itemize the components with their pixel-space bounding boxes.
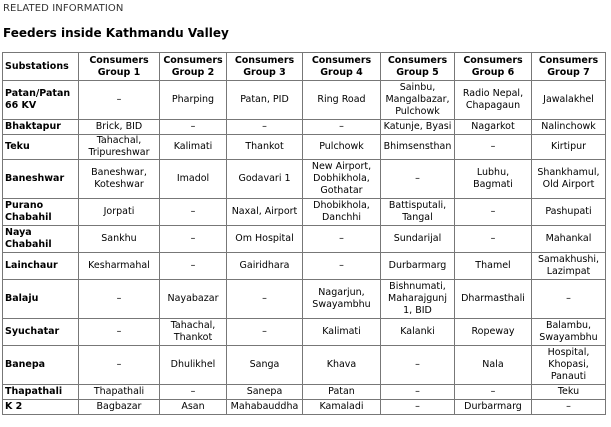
table-header-row bbox=[3, 53, 606, 81]
feeder-cell: Kirtipur bbox=[532, 135, 606, 160]
feeder-cell: Ropeway bbox=[455, 319, 532, 346]
table-row bbox=[3, 253, 606, 280]
table-body bbox=[3, 81, 606, 415]
feeder-cell: Radio Nepal, Chapagaun bbox=[455, 81, 532, 120]
table-row bbox=[3, 199, 606, 226]
feeder-cell: – bbox=[381, 385, 455, 400]
feeder-cell: – bbox=[227, 120, 303, 135]
substation-name: Teku bbox=[3, 135, 79, 160]
feeder-cell: Shankhamul, Old Airport bbox=[532, 160, 606, 199]
feeder-cell: Thapathali bbox=[79, 385, 160, 400]
substation-name: Thapathali bbox=[3, 385, 79, 400]
feeder-cell: Kalimati bbox=[303, 319, 381, 346]
column-header: Consumers Group 2 bbox=[160, 53, 227, 81]
table-row bbox=[3, 135, 606, 160]
substation-name: Naya Chabahil bbox=[3, 226, 79, 253]
feeder-cell: – bbox=[381, 346, 455, 385]
table-row bbox=[3, 400, 606, 415]
feeder-cell: Katunje, Byasi bbox=[381, 120, 455, 135]
feeder-cell: Mahabauddha bbox=[227, 400, 303, 415]
feeder-cell: Jawalakhel bbox=[532, 81, 606, 120]
table-row bbox=[3, 319, 606, 346]
feeder-cell: Sainbu, Mangalbazar, Pulchowk bbox=[381, 81, 455, 120]
feeder-cell: Nala bbox=[455, 346, 532, 385]
feeder-cell: – bbox=[532, 400, 606, 415]
feeder-cell: Tahachal, Thankot bbox=[160, 319, 227, 346]
feeder-cell: Khava bbox=[303, 346, 381, 385]
feeder-cell: – bbox=[160, 226, 227, 253]
table-row bbox=[3, 346, 606, 385]
table-row bbox=[3, 226, 606, 253]
feeder-cell: Sankhu bbox=[79, 226, 160, 253]
feeder-cell: – bbox=[455, 135, 532, 160]
substation-name: K 2 bbox=[3, 400, 79, 415]
feeder-cell: – bbox=[227, 319, 303, 346]
feeder-cell: Sanga bbox=[227, 346, 303, 385]
feeders-table bbox=[2, 52, 606, 415]
feeder-cell: Bhimsensthan bbox=[381, 135, 455, 160]
feeder-cell: – bbox=[79, 319, 160, 346]
feeder-cell: Jorpati bbox=[79, 199, 160, 226]
substation-name: Lainchaur bbox=[3, 253, 79, 280]
feeder-cell: Patan, PID bbox=[227, 81, 303, 120]
column-header: Substations bbox=[3, 53, 79, 81]
feeder-cell: – bbox=[79, 280, 160, 319]
page-title: Feeders inside Kathmandu Valley bbox=[3, 26, 229, 40]
substation-name: Purano Chabahil bbox=[3, 199, 79, 226]
feeder-cell: Thamel bbox=[455, 253, 532, 280]
feeder-cell: – bbox=[79, 346, 160, 385]
feeder-cell: Asan bbox=[160, 400, 227, 415]
feeder-cell: – bbox=[79, 81, 160, 120]
column-header: Consumers Group 1 bbox=[79, 53, 160, 81]
substation-name: Balaju bbox=[3, 280, 79, 319]
feeder-cell: Gairidhara bbox=[227, 253, 303, 280]
feeder-cell: Pharping bbox=[160, 81, 227, 120]
feeder-cell: Pulchowk bbox=[303, 135, 381, 160]
feeder-cell: Brick, BID bbox=[79, 120, 160, 135]
feeder-cell: – bbox=[227, 280, 303, 319]
feeder-cell: Pashupati bbox=[532, 199, 606, 226]
feeder-cell: Nagarkot bbox=[455, 120, 532, 135]
table-row bbox=[3, 120, 606, 135]
feeder-cell: Lubhu, Bagmati bbox=[455, 160, 532, 199]
feeder-cell: Naxal, Airport bbox=[227, 199, 303, 226]
table-row bbox=[3, 280, 606, 319]
feeder-cell: Sundarijal bbox=[381, 226, 455, 253]
feeder-cell: Patan bbox=[303, 385, 381, 400]
feeder-cell: Hospital, Khopasi, Panauti bbox=[532, 346, 606, 385]
feeder-cell: Bishnumati, Maharajgunj 1, BID bbox=[381, 280, 455, 319]
feeder-cell: – bbox=[455, 226, 532, 253]
substation-name: Syuchatar bbox=[3, 319, 79, 346]
feeder-cell: – bbox=[160, 120, 227, 135]
feeder-cell: Dhobikhola, Danchhi bbox=[303, 199, 381, 226]
feeder-cell: Durbarmarg bbox=[455, 400, 532, 415]
substation-name: Patan/Patan 66 KV bbox=[3, 81, 79, 120]
feeder-cell: Godavari 1 bbox=[227, 160, 303, 199]
feeder-cell: Ring Road bbox=[303, 81, 381, 120]
table-row bbox=[3, 81, 606, 120]
substation-name: Banepa bbox=[3, 346, 79, 385]
column-header: Consumers Group 4 bbox=[303, 53, 381, 81]
feeder-cell: – bbox=[455, 385, 532, 400]
feeder-cell: – bbox=[381, 160, 455, 199]
feeder-cell: – bbox=[303, 120, 381, 135]
feeder-cell: Nalinchowk bbox=[532, 120, 606, 135]
feeder-cell: Bagbazar bbox=[79, 400, 160, 415]
column-header: Consumers Group 7 bbox=[532, 53, 606, 81]
feeder-cell: – bbox=[160, 385, 227, 400]
feeder-cell: Imadol bbox=[160, 160, 227, 199]
column-header: Consumers Group 5 bbox=[381, 53, 455, 81]
feeder-cell: Nayabazar bbox=[160, 280, 227, 319]
feeder-cell: Thankot bbox=[227, 135, 303, 160]
feeder-cell: Kesharmahal bbox=[79, 253, 160, 280]
feeder-cell: Samakhushi, Lazimpat bbox=[532, 253, 606, 280]
feeder-cell: Om Hospital bbox=[227, 226, 303, 253]
feeder-cell: Dharmasthali bbox=[455, 280, 532, 319]
feeder-cell: Kamaladi bbox=[303, 400, 381, 415]
feeder-cell: Nagarjun, Swayambhu bbox=[303, 280, 381, 319]
feeder-cell: Kalanki bbox=[381, 319, 455, 346]
feeder-cell: Tahachal, Tripureshwar bbox=[79, 135, 160, 160]
column-header: Consumers Group 6 bbox=[455, 53, 532, 81]
feeder-cell: – bbox=[455, 199, 532, 226]
feeder-cell: – bbox=[303, 253, 381, 280]
feeder-cell: Mahankal bbox=[532, 226, 606, 253]
section-label: RELATED INFORMATION bbox=[3, 3, 124, 14]
feeder-cell: New Airport, Dobhikhola, Gothatar bbox=[303, 160, 381, 199]
feeder-cell: Kalimati bbox=[160, 135, 227, 160]
feeder-cell: – bbox=[160, 253, 227, 280]
feeder-cell: – bbox=[381, 400, 455, 415]
feeder-cell: Sanepa bbox=[227, 385, 303, 400]
feeder-cell: Baneshwar, Koteshwar bbox=[79, 160, 160, 199]
feeder-cell: – bbox=[532, 280, 606, 319]
feeder-cell: Battisputali, Tangal bbox=[381, 199, 455, 226]
feeder-cell: – bbox=[160, 199, 227, 226]
table-row bbox=[3, 160, 606, 199]
feeder-cell: Durbarmarg bbox=[381, 253, 455, 280]
feeder-cell: Teku bbox=[532, 385, 606, 400]
column-header: Consumers Group 3 bbox=[227, 53, 303, 81]
table-row bbox=[3, 385, 606, 400]
substation-name: Baneshwar bbox=[3, 160, 79, 199]
feeder-cell: Balambu, Swayambhu bbox=[532, 319, 606, 346]
feeder-cell: – bbox=[303, 226, 381, 253]
feeder-cell: Dhulikhel bbox=[160, 346, 227, 385]
substation-name: Bhaktapur bbox=[3, 120, 79, 135]
